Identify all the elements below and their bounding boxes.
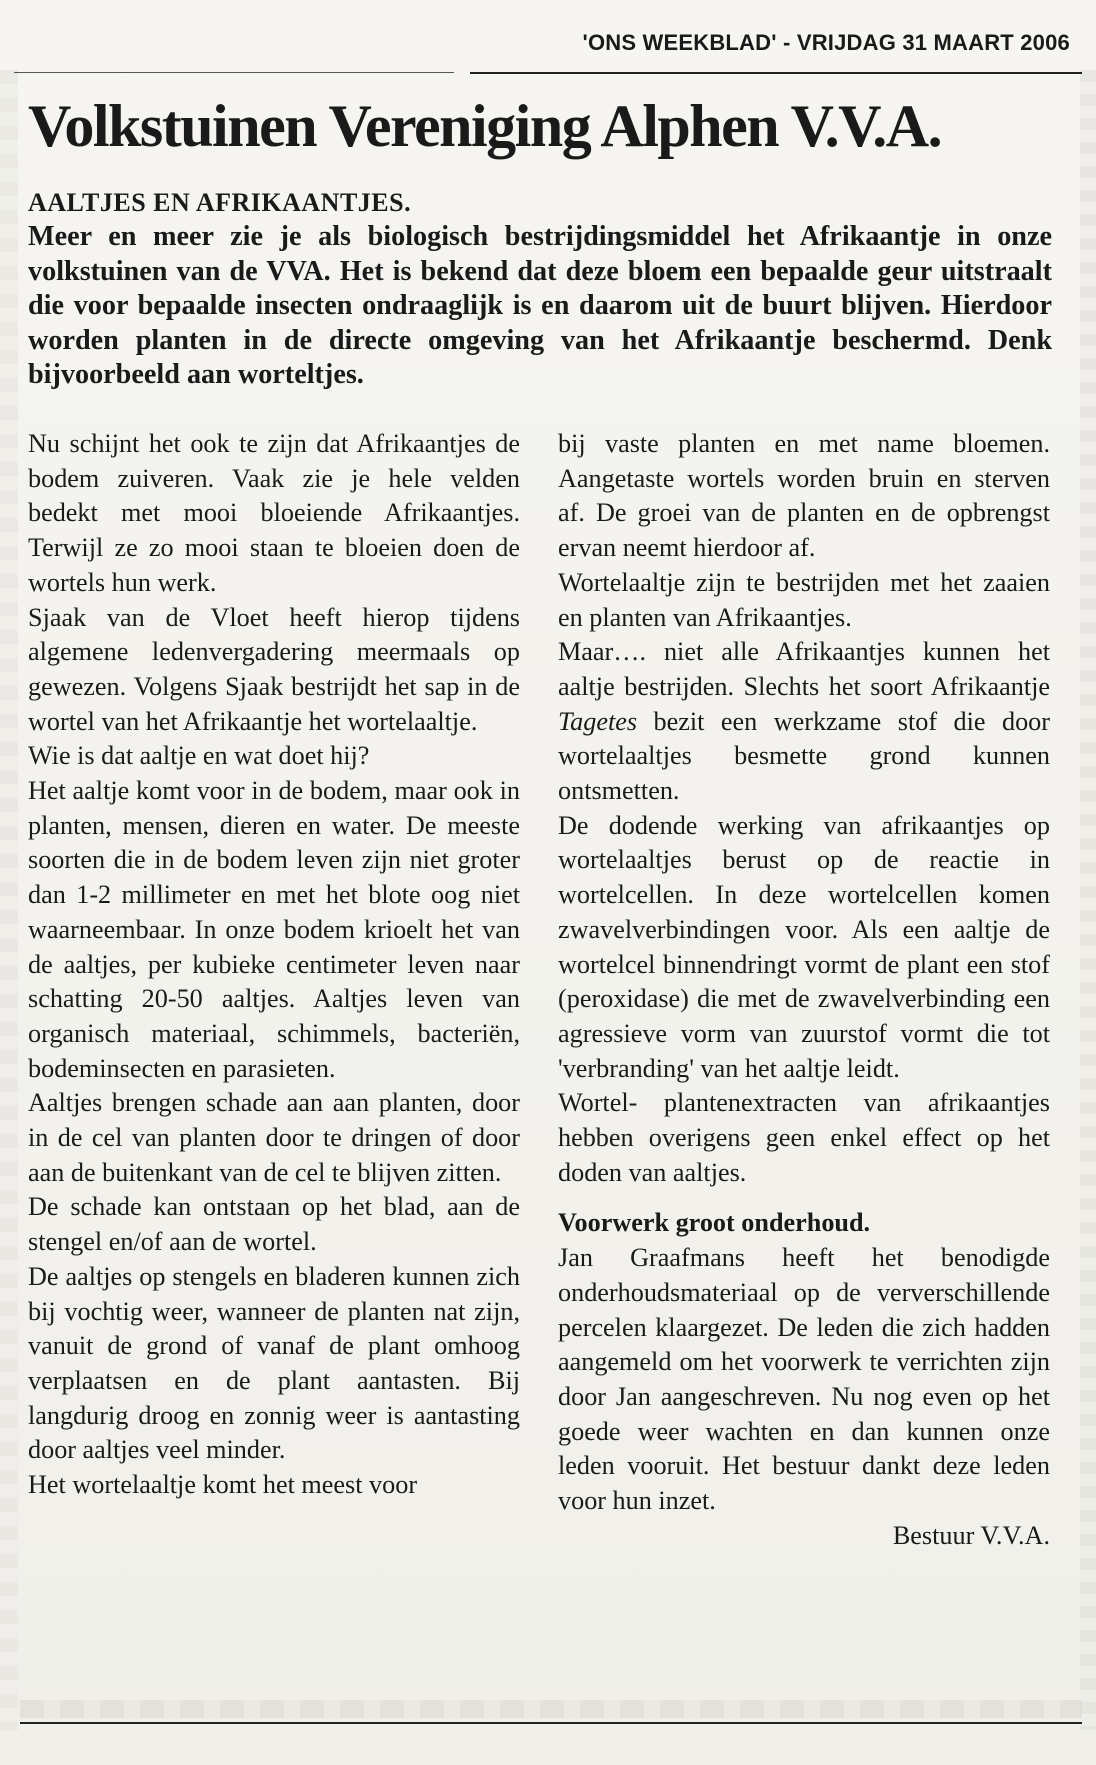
paragraph: Wie is dat aaltje en wat doet hij?	[28, 741, 370, 771]
article-subhead: AALTJES EN AFRIKAANTJES.	[28, 188, 412, 217]
adjacent-article-bleed-bottom	[20, 1700, 1082, 1718]
paragraph: De aaltjes op stengels en bladeren kunnen zich bij vochtig weer, wanneer de planten nat zijn, vanuit de grond of vanaf de plant omhoog verplaatsen en de plant aantasten. Bij langdurig droog en zonnig weer is aantasting door aaltjes veel minder.	[28, 1261, 520, 1465]
masthead: 'ONS WEEKBLAD' - VRIJDAG 31 MAART 2006	[582, 30, 1070, 55]
species-name: Tagetes	[558, 706, 638, 736]
paragraph: Wortel- plantenextracten van afrikaantjes hebben overigens geen enkel effect op het doden van aaltjes.	[558, 1088, 1050, 1187]
text-run: bezit een werkzame stof die door wortelaaltjes besmette grond kunnen ontsmetten.	[558, 706, 1050, 806]
adjacent-column-bleed-left	[0, 70, 18, 1730]
paragraph: bij vaste planten en met name bloemen. Aangetaste wortels worden bruin en sterven af. De groei van de planten en de opbrengst ervan neemt hierdoor af.	[558, 429, 1050, 563]
paragraph: Het aaltje komt voor in de bodem, maar ook in planten, mensen, dieren en water. De meeste soorten die in de bodem leven zijn niet groter dan 1-2 millimeter en met het blote oog niet waarneembaar. In onze bodem krioelt het van de aaltjes, per kubieke centimeter leven naar schatting 20-50 aaltjes. Aaltjes leven van organisch materiaal, schimmels, bacteriën, bodeminsecten en parasieten.	[28, 776, 520, 1083]
paragraph: De schade kan ontstaan op het blad, aan de stengel en/of aan de wortel.	[28, 1192, 520, 1257]
text-run: Maar…. niet alle Afrikaantjes kunnen het aaltje bestrijden. Slechts het soort Afrikaantje	[558, 637, 1050, 701]
paragraph	[558, 635, 1050, 809]
paragraph: Nu schijnt het ook te zijn dat Afrikaantjes de bodem zuiveren. Vaak zie je hele velden bedekt met mooi bloeiende Afrikaantjes. Terwijl ze zo mooi staan te bloeien doen de wortels hun werk.	[28, 429, 520, 597]
article-intro: Meer en meer zie je als biologisch bestrijdingsmiddel het Afrikaantje in onze volkstuinen van de VVA. Het is bekend dat deze bloem een bepaalde geur uitstraalt die voor bepaalde insecten ondraaglijk is en daarom uit de buurt blijven. Hierdoor worden planten in de directe omgeving van het Afrikaantje beschermd. Denk bijvoorbeeld aan worteltjes.	[28, 221, 1052, 390]
paragraph: Aaltjes brengen schade aan aan planten, door in de cel van planten door te dringen of door aan de buitenkant van de cel te blijven zitten.	[28, 1088, 520, 1187]
header-rule	[470, 72, 1082, 74]
paragraph: Het wortelaaltje komt het meest voor	[28, 1470, 418, 1500]
paragraph: Wortelaaltje zijn te bestrijden met het zaaien en planten van Afrikaantjes.	[558, 567, 1050, 632]
left-column	[28, 427, 520, 1503]
paragraph: Sjaak van de Vloet heeft hierop tijdens algemene ledenvergadering meermaals op gewezen. Volgens Sjaak bestrijdt het sap in de wortel van het Afrikaantje het wortelaaltje.	[28, 602, 520, 736]
signature: Bestuur V.V.A.	[892, 1520, 1050, 1550]
paragraph: De dodende werking van afrikaantjes op wortelaaltjes berust op de reactie in wortelcellen. In deze wortelcellen komen zwavelverbindingen voor. Als een aaltje de wortelcel binnendringt vormt de plant een stof (peroxidase) die met de zwavelverbinding een agressieve vorm van zuurstof vormt die tot 'verbranding' van het aaltje leidt.	[558, 810, 1050, 1083]
article-title: Volkstuinen Vereniging Alphen V.V.A.	[28, 93, 942, 159]
bottom-rule	[20, 1722, 1082, 1724]
paragraph: Jan Graafmans heeft het benodigde onderhoudsmateriaal op de ververschillende percelen klaargezet. De leden die zich hadden aangemeld om het voorwerk te verrichten zijn door Jan aangeschreven. Nu nog even op het goede weer wachten en dan kunnen onze leden vooruit. Het bestuur dankt deze leden voor hun inzet.	[558, 1243, 1050, 1516]
right-column	[558, 427, 1050, 1554]
header-rule-left	[14, 72, 454, 73]
section-heading: Voorwerk groot onderhoud.	[558, 1208, 871, 1238]
adjacent-column-bleed-right	[1080, 70, 1096, 1730]
